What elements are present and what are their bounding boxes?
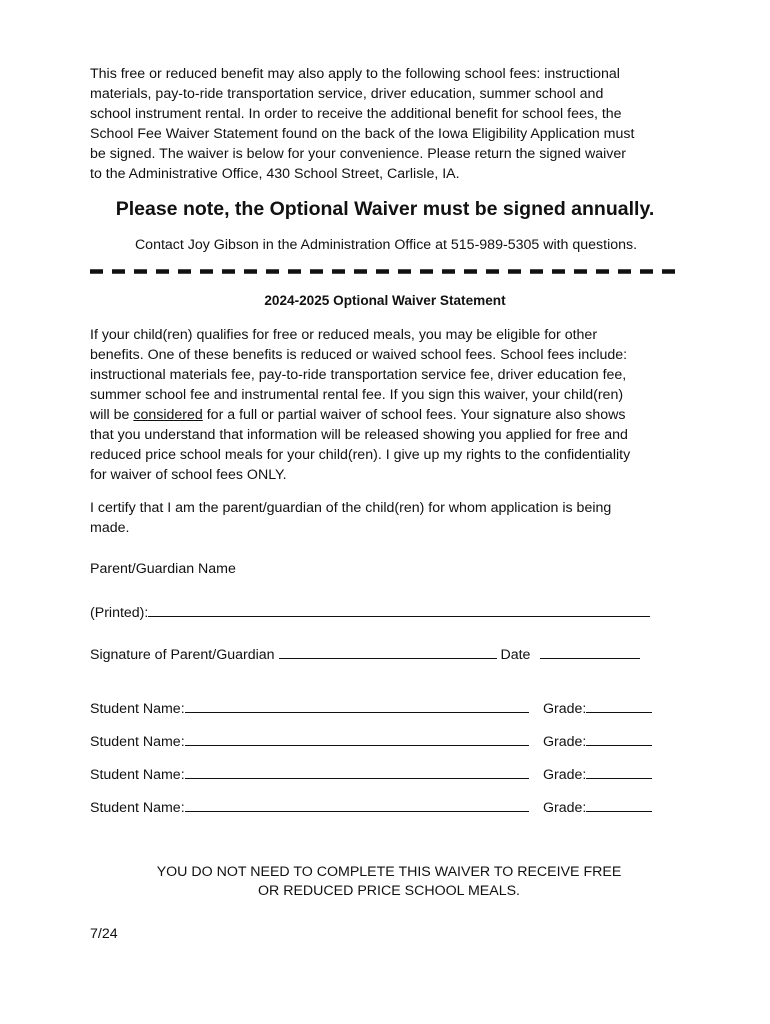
statement-title: 2024-2025 Optional Waiver Statement — [264, 293, 506, 308]
grade-label: Grade: — [543, 701, 587, 717]
date-field[interactable] — [540, 644, 640, 659]
student-name-field[interactable] — [185, 698, 529, 713]
considered-underlined: considered — [133, 407, 203, 423]
student-row — [90, 731, 660, 750]
student-name-label: Student Name: — [90, 767, 185, 783]
grade-field[interactable] — [586, 797, 652, 812]
student-name-field[interactable] — [185, 764, 529, 779]
student-name-field[interactable] — [185, 731, 529, 746]
body-text-fragment: for a full or partial waiver of school fees. Your signature also shows — [202, 407, 626, 423]
annual-signature-notice: Please note, the Optional Waiver must be signed annually. — [115, 198, 655, 220]
grade-group — [543, 797, 652, 816]
student-row — [90, 698, 660, 717]
statement-body — [90, 325, 680, 485]
body-line: reduced price school meals for your child(ren). I give up my rights to the confidentiality — [90, 447, 631, 463]
intro-line: materials, pay-to-ride transportation service, driver education, summer school and — [90, 86, 604, 102]
student-name-label: Student Name: — [90, 734, 185, 750]
date-label: Date — [500, 647, 531, 663]
body-line: benefits. One of these benefits is reduced or waived school fees. School fees include: — [90, 347, 628, 363]
body-line: instructional materials fee, pay-to-ride transportation service fee, driver education fee, — [90, 367, 627, 383]
intro-line: school instrument rental. In order to receive the additional benefit for school fees, the — [90, 106, 622, 122]
grade-field[interactable] — [586, 698, 652, 713]
intro-line: School Fee Waiver Statement found on the back of the Iowa Eligibility Application must — [90, 126, 635, 142]
student-name-label: Student Name: — [90, 800, 185, 816]
grade-label: Grade: — [543, 767, 587, 783]
intro-paragraph — [90, 64, 680, 184]
student-row — [90, 797, 660, 816]
body-line: If your child(ren) qualifies for free or reduced meals, you may be eligible for other — [90, 327, 598, 343]
signature-field[interactable] — [279, 644, 497, 659]
grade-label: Grade: — [543, 800, 587, 816]
parent-name-label: Parent/Guardian Name — [90, 561, 236, 577]
revision-date: 7/24 — [90, 926, 118, 942]
student-row — [90, 764, 660, 783]
footer-line: OR REDUCED PRICE SCHOOL MEALS. — [258, 883, 520, 899]
signature-label: Signature of Parent/Guardian — [90, 647, 275, 663]
intro-line: to the Administrative Office, 430 School Street, Carlisle, IA. — [90, 166, 460, 182]
body-line: summer school fee and instrumental rental fee. If you sign this waiver, your child(ren) — [90, 387, 624, 403]
student-name-field[interactable] — [185, 797, 529, 812]
dashed-cut-line — [90, 269, 682, 274]
intro-line: This free or reduced benefit may also apply to the following school fees: instructional — [90, 66, 620, 82]
printed-name-row — [90, 602, 650, 621]
body-line: for waiver of school fees ONLY. — [90, 467, 287, 483]
meals-footer-note — [0, 863, 770, 901]
body-line: that you understand that information will be released showing you applied for free and — [90, 427, 628, 443]
printed-label: (Printed): — [90, 605, 149, 621]
grade-group — [543, 731, 652, 750]
certify-line: made. — [90, 520, 130, 536]
printed-name-field[interactable] — [148, 602, 650, 617]
body-line — [90, 405, 680, 425]
grade-label: Grade: — [543, 734, 587, 750]
grade-field[interactable] — [586, 764, 652, 779]
student-name-label: Student Name: — [90, 701, 185, 717]
signature-row — [90, 644, 640, 663]
certify-line: I certify that I am the parent/guardian of the child(ren) for whom application is being — [90, 500, 612, 516]
grade-group — [543, 764, 652, 783]
contact-info: Contact Joy Gibson in the Administration Office at 515-989-5305 with questions. — [134, 237, 638, 253]
footer-line: YOU DO NOT NEED TO COMPLETE THIS WAIVER TO RECEIVE FREE — [156, 864, 622, 880]
grade-group — [543, 698, 652, 717]
intro-line: be signed. The waiver is below for your convenience. Please return the signed waiver — [90, 146, 627, 162]
body-text-fragment: will be — [90, 407, 134, 423]
grade-field[interactable] — [586, 731, 652, 746]
certification-statement — [90, 498, 680, 538]
